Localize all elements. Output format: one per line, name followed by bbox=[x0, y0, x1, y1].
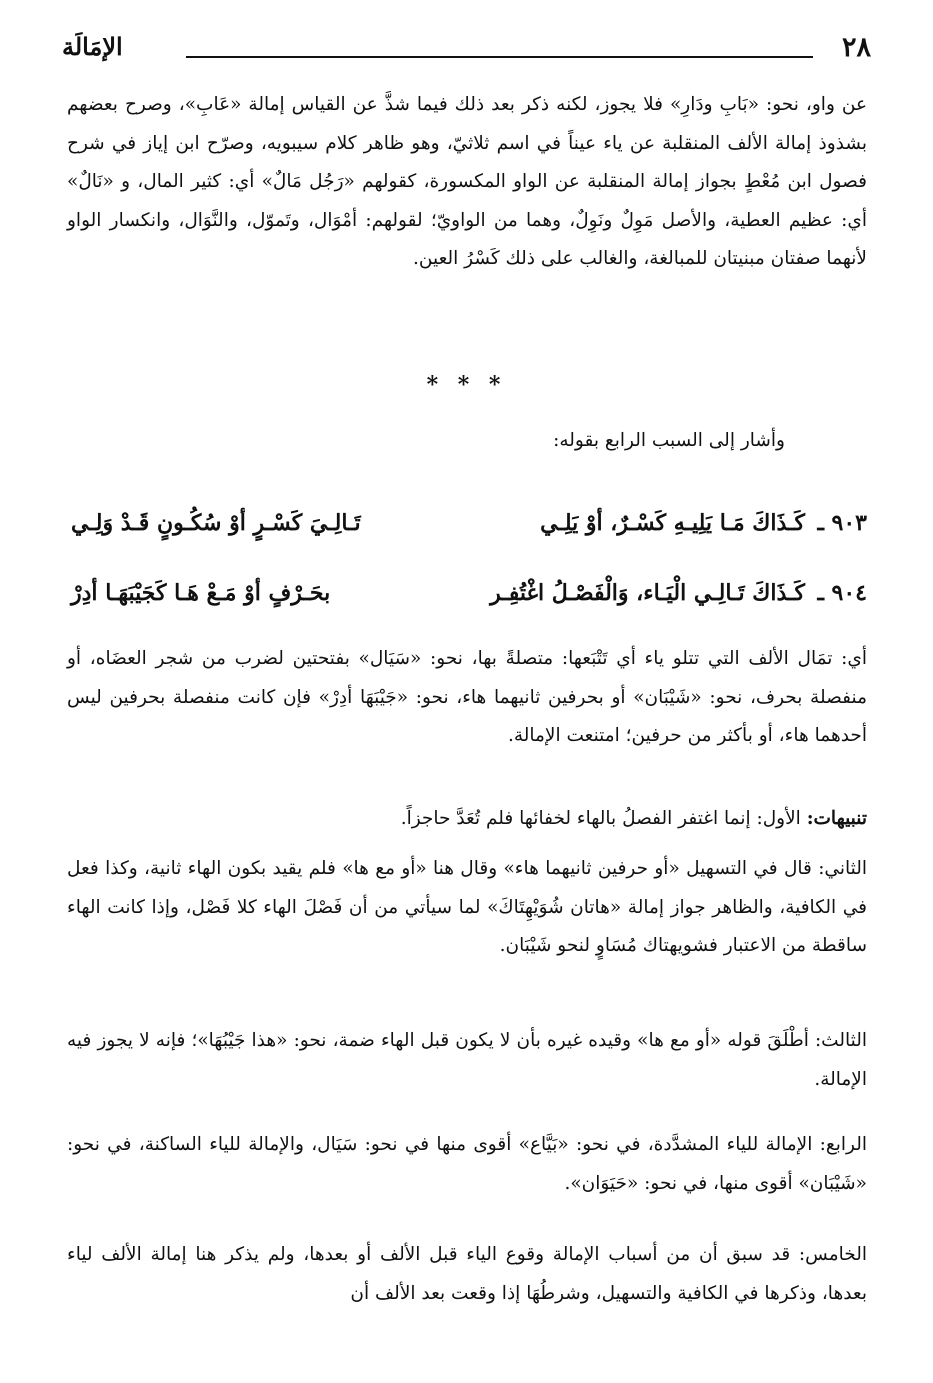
verse-second-hemistich: تَـالِـيَ كَسْـرٍ أوْ سُكُـونٍ قَـدْ وَلِـي bbox=[71, 510, 361, 536]
paragraph-7: الخامس: قد سبق أن من أسباب الإمالة وقوع الياء قبل الألف أو بعدها، ولم يذكر هنا إمالة الألف لياء بعدها، وذكرها في الكافية والتسهيل، وشرطُهَا إذا وقعت بعد الألف أن bbox=[67, 1244, 867, 1304]
verse-first-hemistich: كَـذَاكَ تَـالِـي الْيَـاء، وَالْفَصْـلُ اغْتُفِـر bbox=[490, 580, 805, 606]
verse-904 bbox=[67, 580, 867, 624]
paragraph-1: عن واو، نحو: «بَابِ ودَارِ» فلا يجوز، لكنه ذكر بعد ذلك فيما شذَّ عن القياس إمالة «عَابِ»، وصرح بعضهم بشذوذ إمالة الألف المنقلبة عن ياء عيناً في اسم ثلاثيّ، وهو ظاهر كلام سيبويه، وصرّح ابن إياز في شرح فصول ابن مُعْطٍ بجواز إمالة المنقلبة عن الواو المكسورة، كقولهم «رَجُل مَالٌ» أي: كثير المال، و «نَالٌ» أي: عظيم العطية، والأصل مَوِلٌ ونَوِلٌ، وهما من الواويّ؛ لقولهم: أمْوَال، وتَموّل، والنَّوَال، وانكسار الواو لأنهما صفتان مبنيتان للمبالغة، والغالب على ذلك كَسْرُ العين. bbox=[67, 94, 867, 269]
intro-line: وأشار إلى السبب الرابع بقوله: bbox=[553, 430, 785, 451]
page-number: ٢٨ bbox=[841, 32, 871, 63]
header-rule bbox=[186, 56, 813, 58]
paragraph-2: أي: تمَال الألف التي تتلو ياء أي تَتْبَعها: متصلةً بها، نحو: «سَيَال» بفتحتين لضرب من شجر العضَاه، أو منفصلة بحرف، نحو: «شَيْبَان» أو بحرفين ثانيهما هاء، نحو: «جَيْبَهَا أدِرْ» فإن كانت منفصلة بحرفين ليس أحدهما هاء، أو بأكثر من حرفين؛ امتنعت الإمالة. bbox=[67, 648, 867, 746]
section-separator: * * * bbox=[426, 372, 507, 398]
verse-number: ٩٠٤ ـ bbox=[817, 580, 867, 606]
note-first: الأول: إنما اغتفر الفصلُ بالهاء لخفائها فلم تُعَدَّ حاجزاً. bbox=[400, 808, 807, 829]
verse-second-hemistich: بحَـرْفٍ أوْ مَـعْ هَـا كَجَيْبَهَـا أدِرْ bbox=[71, 580, 331, 606]
paragraph-4: الثاني: قال في التسهيل «أو حرفين ثانيهما هاء» وقال هنا «أو مع ها» فلم يقيد بكون الهاء ثانية، وكذا فعل في الكافية، والظاهر جواز إمالة «هاتان شُوَيْهِتَاكَ» لما سيأتي من أن فَصْلَ الهاء كلا فَصْل، وإذا كانت الهاء ساقطة من الاعتبار فشويهتاك مُسَاوٍ لنحو شَيْبَان. bbox=[67, 858, 867, 956]
paragraph-5: الثالث: أطْلَقَ قوله «أو مع ها» وقيده غيره بأن لا يكون قبل الهاء ضمة، نحو: «هذا جَيْبُهَا»؛ فإنه لا يجوز فيه الإمالة. bbox=[67, 1030, 867, 1090]
paragraph-6: الرابع: الإمالة للياء المشدَّدة، في نحو: «بَيَّاع» أقوى منها في نحو: سَيَال، والإمالة للياء الساكنة، في نحو: «شَيْبَان» أقوى منها، في نحو: «حَيَوَان». bbox=[67, 1134, 867, 1194]
verse-number: ٩٠٣ ـ bbox=[817, 510, 867, 536]
verse-903 bbox=[67, 510, 867, 554]
paragraph-3 bbox=[67, 800, 867, 839]
notes-heading: تنبيهات: bbox=[806, 808, 867, 829]
running-title: الإمَالَة bbox=[62, 32, 123, 61]
verse-first-hemistich: كَـذَاكَ مَـا يَلِيـهِ كَسْـرٌ، أوْ يَلِـي bbox=[540, 510, 805, 536]
page-header bbox=[62, 30, 871, 70]
